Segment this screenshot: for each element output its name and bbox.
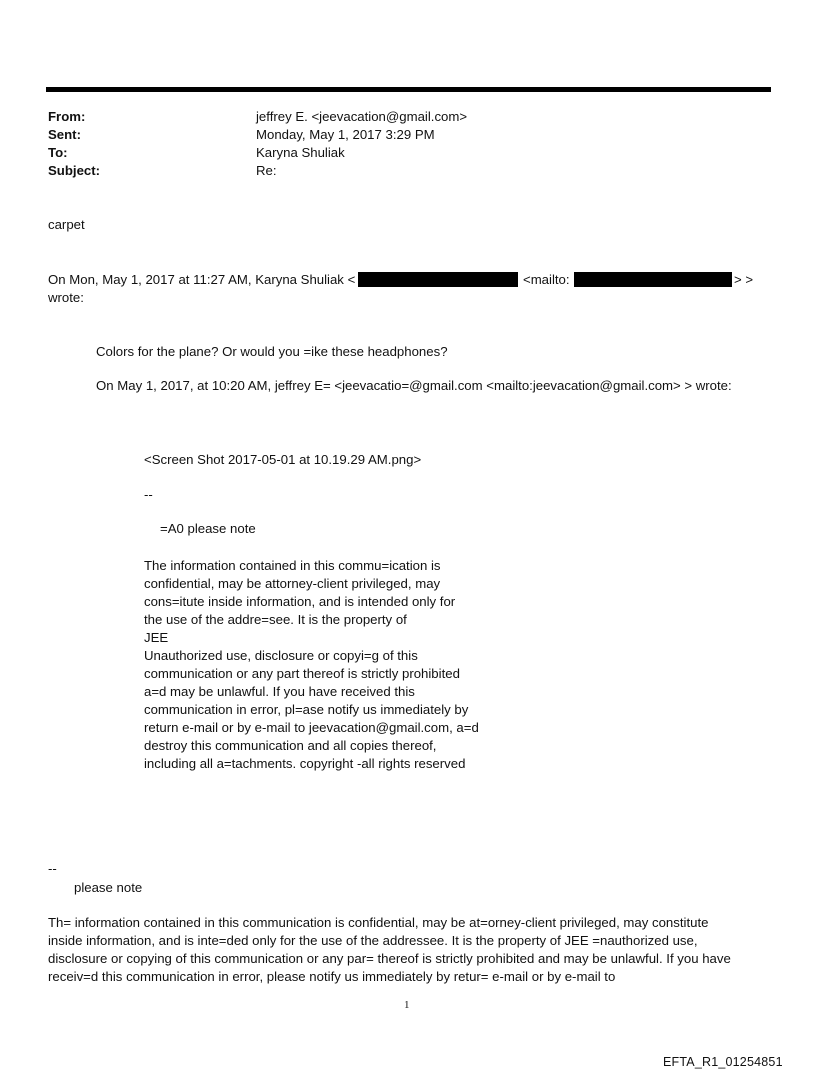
redaction-box	[358, 272, 518, 287]
footer-disclaimer	[48, 914, 768, 986]
signature-note: =A0 please note	[160, 521, 256, 536]
reply-text: carpet	[48, 217, 85, 232]
footer-line: disclosure or copying of this communication or any par= thereof is strictly prohibited and may be unlawful. If you have	[48, 951, 731, 966]
quote1-text: Colors for the plane? Or would you =ike these headphones?	[96, 344, 448, 359]
disclaimer-line: confidential, may be attorney-client privileged, may	[144, 576, 441, 591]
header-rule	[46, 87, 771, 92]
disclaimer-line: the use of the addre=see. It is the property of	[144, 612, 407, 627]
footer-separator: --	[48, 861, 57, 876]
attachment-name: <Screen Shot 2017-05-01 at 10.19.29 AM.png>	[144, 452, 422, 467]
disclaimer-line: JEE	[144, 630, 169, 645]
disclaimer-line: a=d may be unlawful. If you have received this	[144, 684, 415, 699]
disclaimer-line: Unauthorized use, disclosure or copyi=g of this	[144, 648, 418, 663]
to-value: Karyna Shuliak	[256, 145, 345, 160]
disclaimer-line: destroy this communication and all copies thereof,	[144, 738, 437, 753]
quote1-intro-mailto: <mailto:	[523, 272, 570, 287]
disclaimer-block	[144, 557, 524, 773]
quote1-intro-end: > >	[734, 272, 754, 287]
document-id: EFTA_R1_01254851	[663, 1055, 783, 1069]
footer-line: receiv=d this communication in error, please notify us immediately by retur= e-mail or by e-mail to	[48, 969, 616, 984]
signature-separator: --	[144, 487, 153, 502]
page-number: 1	[404, 999, 410, 1011]
footer-line: inside information, and is inte=ded only for the use of the addressee. It is the property of JEE =nauthorized use,	[48, 933, 698, 948]
sent-value: Monday, May 1, 2017 3:29 PM	[256, 127, 435, 142]
footer-line: Th= information contained in this communication is confidential, may be at=orney-client privileged, may constitute	[48, 915, 709, 930]
footer-note: please note	[74, 880, 143, 895]
subject-value: Re:	[256, 163, 277, 178]
disclaimer-line: The information contained in this commu=ication is	[144, 558, 441, 573]
from-label: From:	[48, 109, 86, 124]
disclaimer-line: return e-mail or by e-mail to jeevacation@gmail.com, a=d	[144, 720, 479, 735]
quote2-intro: On May 1, 2017, at 10:20 AM, jeffrey E= <jeevacatio=@gmail.com <mailto:jeevacation@gmail.com> > wrote:	[96, 378, 732, 393]
quote1-intro-b: wrote:	[48, 290, 84, 305]
quote1-intro-a: On Mon, May 1, 2017 at 11:27 AM, Karyna Shuliak <	[48, 272, 356, 287]
disclaimer-line: cons=itute inside information, and is intended only for	[144, 594, 456, 609]
sent-label: Sent:	[48, 127, 81, 142]
disclaimer-line: including all a=tachments. copyright -all rights reserved	[144, 756, 466, 771]
subject-label: Subject:	[48, 163, 101, 178]
disclaimer-line: communication or any part thereof is strictly prohibited	[144, 666, 460, 681]
to-label: To:	[48, 145, 68, 160]
from-value: jeffrey E. <jeevacation@gmail.com>	[256, 109, 468, 124]
disclaimer-line: communication in error, pl=ase notify us immediately by	[144, 702, 469, 717]
redaction-box	[574, 272, 732, 287]
